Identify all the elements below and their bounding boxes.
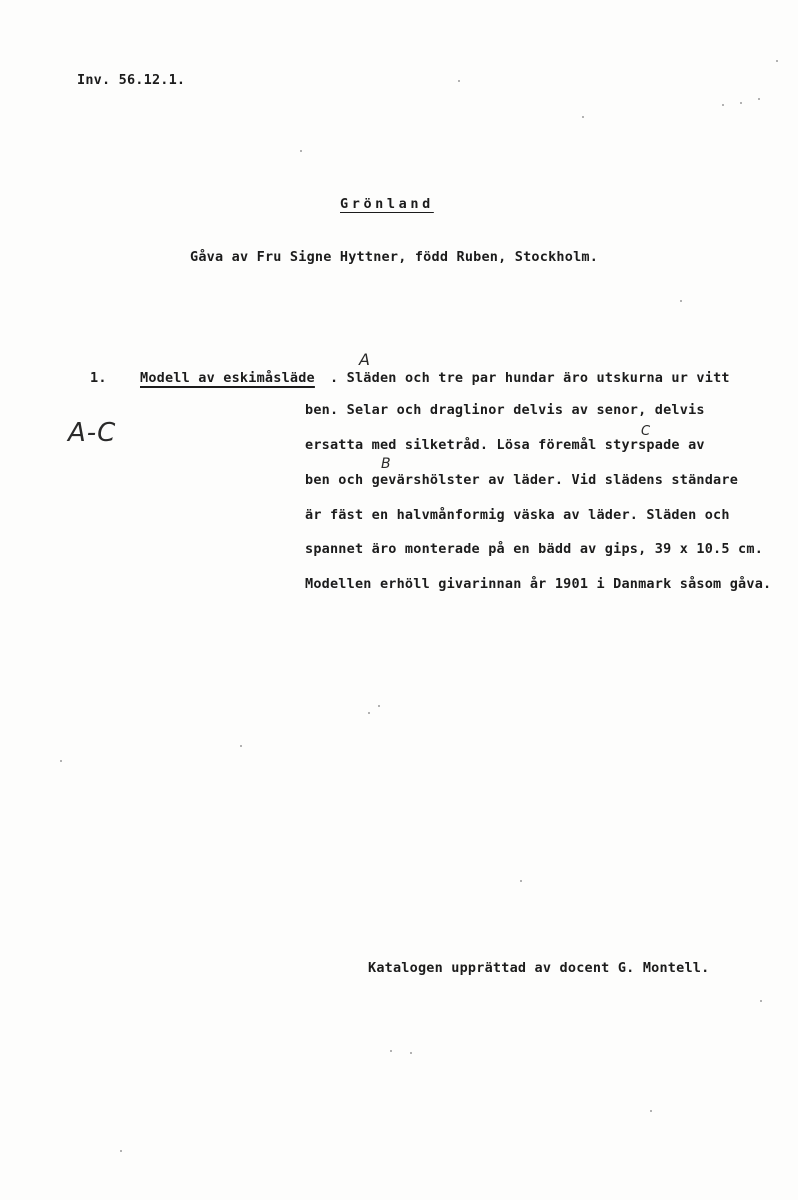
item-description-line: spannet äro monterade på en bädd av gips, 39 x 10.5 cm. xyxy=(305,541,764,557)
item-description-line: Modellen erhöll givarinnan år 1901 i Danmark såsom gåva. xyxy=(305,576,772,592)
scan-speck xyxy=(776,60,778,62)
item-description-line: ben och gevärshölster av läder. Vid slädens ständare xyxy=(305,472,739,488)
handwritten-margin-note: A-C xyxy=(68,418,117,448)
item-description-first-line: . Släden och tre par hundar äro utskurna ur vitt xyxy=(330,370,730,386)
scan-speck xyxy=(520,880,522,882)
scan-speck xyxy=(120,1150,122,1152)
catalogue-note: Katalogen upprättad av docent G. Montell. xyxy=(368,960,710,976)
item-description-line: ben. Selar och draglinor delvis av senor, delvis xyxy=(305,402,705,418)
scan-speck xyxy=(378,705,380,707)
scan-speck xyxy=(458,80,460,82)
scan-speck xyxy=(240,745,242,747)
handwritten-mark-c: C xyxy=(641,424,651,439)
inventory-number: Inv. 56.12.1. xyxy=(77,72,186,88)
item-name: Modell av eskimåsläde xyxy=(140,370,315,386)
scan-speck xyxy=(650,1110,652,1112)
scan-speck xyxy=(300,150,302,152)
item-description-line: ersatta med silketråd. Lösa föremål styrspade av xyxy=(305,437,705,453)
scan-speck xyxy=(760,1000,762,1002)
item-description-line: är fäst en halvmånformig väska av läder. Släden och xyxy=(305,507,730,523)
handwritten-mark-b: B xyxy=(381,456,391,472)
scan-speck xyxy=(410,1052,412,1054)
donor-line: Gåva av Fru Signe Hyttner, född Ruben, Stockholm. xyxy=(190,249,599,265)
scan-speck xyxy=(60,760,62,762)
document-title: Grönland xyxy=(340,196,434,212)
scan-speck xyxy=(722,104,724,106)
scan-speck xyxy=(582,116,584,118)
item-number: 1. xyxy=(90,370,107,386)
scan-speck xyxy=(740,102,742,104)
scan-speck xyxy=(680,300,682,302)
handwritten-mark-a: A xyxy=(359,350,370,369)
scan-speck xyxy=(390,1050,392,1052)
scan-speck xyxy=(368,712,370,714)
scan-speck xyxy=(758,98,760,100)
